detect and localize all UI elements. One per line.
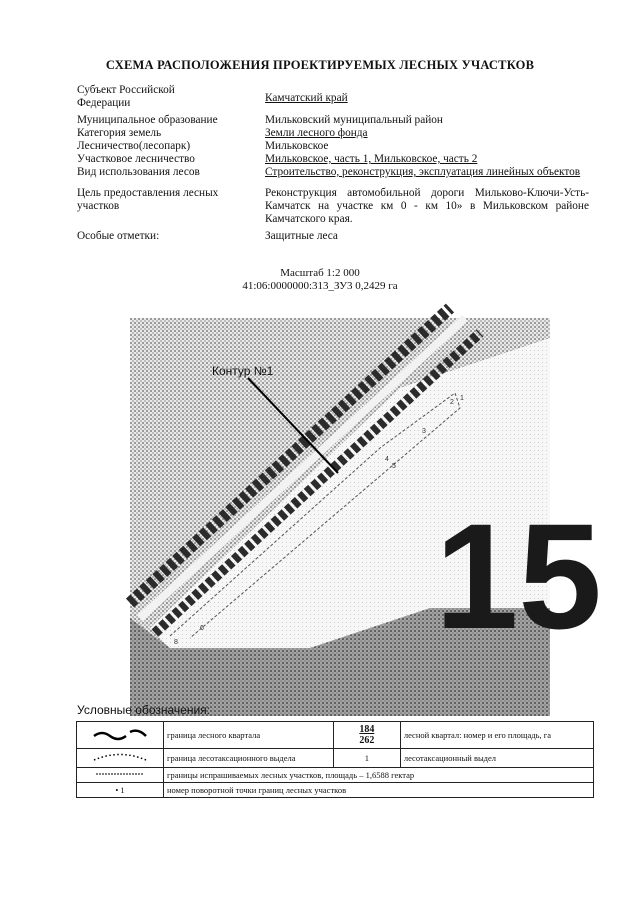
contour-label: Контур №1: [212, 364, 274, 378]
fraction-top: 184: [359, 724, 375, 735]
info-row-land-category: [77, 127, 589, 140]
quarter-fraction: [333, 722, 400, 749]
point-label: 6: [200, 625, 204, 632]
info-label: Особые отметки:: [77, 230, 160, 242]
legend-text: номер поворотной точки границ лесных участков: [164, 783, 594, 798]
info-row-notes: [77, 230, 589, 243]
info-row-usage: [77, 166, 589, 179]
scale-text: Масштаб 1:2 000: [280, 267, 360, 279]
quarter-boundary-icon: [90, 726, 150, 742]
info-row-district-forestry: [77, 153, 589, 166]
info-row-subject: [77, 84, 589, 110]
info-row-purpose: [77, 187, 589, 226]
parcel-boundary-symbol: [77, 768, 164, 783]
info-label: Муниципальное образование: [77, 114, 218, 126]
legend-text: граница лесотаксационного выдела: [164, 749, 334, 768]
point-label: 8: [174, 639, 178, 646]
info-block: [77, 84, 589, 243]
legend-text: границы испрашиваемых лесных участков, площадь – 1,6588 гектар: [164, 768, 594, 783]
point-label: 3: [422, 428, 426, 435]
legend-row-turning-point: [77, 783, 594, 798]
info-row-forestry: [77, 140, 589, 153]
info-label: Категория земель: [77, 127, 162, 139]
fraction-bottom: 262: [359, 735, 375, 746]
info-value: Строительство, реконструкция, эксплуатация линейных объектов: [265, 166, 581, 178]
scale-block: [0, 267, 640, 293]
info-label: Субъект Российской Федерации: [77, 84, 175, 109]
legend-title: Условные обозначения:: [77, 703, 210, 717]
info-label: Лесничество(лесопарк): [77, 140, 191, 152]
turning-point-symbol: • 1: [77, 783, 164, 798]
compartment-boundary-icon: [90, 751, 150, 763]
info-value: Мильковский муниципальный район: [265, 114, 443, 126]
info-value: Мильковское, часть 1, Мильковское, часть 2: [265, 153, 478, 165]
info-value: Камчатский край: [265, 92, 348, 104]
legend-row-parcel-boundary: [77, 768, 594, 783]
legend-table: [76, 721, 594, 798]
quarter-number: 15: [435, 492, 602, 660]
compartment-boundary-symbol: [77, 749, 164, 768]
quarter-boundary-symbol: [77, 722, 164, 749]
legend-text: граница лесного квартала: [164, 722, 334, 749]
info-value: Защитные леса: [265, 230, 338, 242]
map-svg: [130, 318, 602, 716]
info-value: Мильковское: [265, 140, 329, 152]
map-image: [130, 318, 602, 716]
point-label: 4: [385, 456, 389, 463]
point-label: 1: [460, 395, 464, 402]
point-label: 2: [450, 399, 454, 406]
point-label: 5: [392, 463, 396, 470]
info-value: Реконструкция автомобильной дороги Мильково-Ключи-Усть-Камчатск на участке км 0 - км 10» в Мильковском районе Камчатского края.: [265, 187, 589, 225]
info-label: Участковое лесничество: [77, 153, 195, 165]
legend-desc: лесной квартал: номер и его площадь, га: [400, 722, 593, 749]
parcel-text: 41:06:0000000:313_ЗУ3 0,2429 га: [242, 280, 398, 292]
info-row-municipality: [77, 114, 589, 127]
info-label: Цель предоставления лесных участков: [77, 187, 219, 212]
legend-desc: лесотаксационный выдел: [400, 749, 593, 768]
info-value: Земли лесного фонда: [265, 127, 368, 139]
legend-row-quarter-boundary: [77, 722, 594, 749]
compartment-number: 1: [333, 749, 400, 768]
parcel-boundary-icon: [90, 770, 150, 778]
legend-row-compartment-boundary: [77, 749, 594, 768]
info-label: Вид использования лесов: [77, 166, 200, 178]
document-title: СХЕМА РАСПОЛОЖЕНИЯ ПРОЕКТИРУЕМЫХ ЛЕСНЫХ УЧАСТКОВ: [105, 58, 535, 72]
